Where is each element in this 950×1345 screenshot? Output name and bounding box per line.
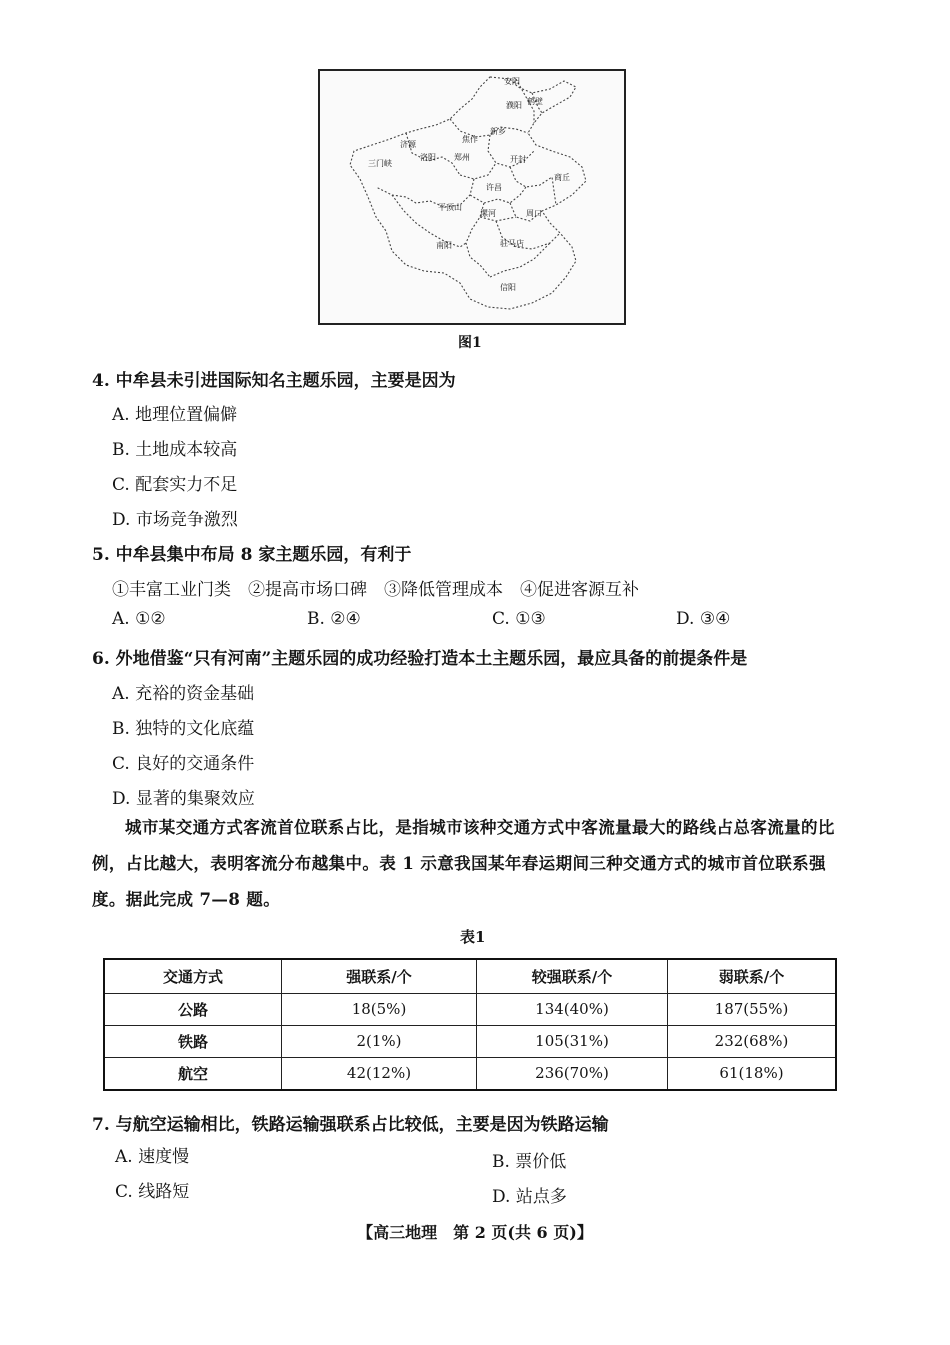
page-footer: 【高三地理 第 2 页(共 6 页)】 bbox=[357, 1223, 593, 1242]
city-label: 郑州 bbox=[454, 153, 470, 162]
city-label: 商丘 bbox=[554, 173, 570, 182]
header-fairly-strong: 较强联系/个 bbox=[477, 959, 668, 994]
cell-fairly-strong: 134(40%) bbox=[477, 994, 668, 1026]
question-5-option-b[interactable]: B. ②④ bbox=[307, 609, 361, 629]
question-5-stem: 5. 中牟县集中布局 8 家主题乐园，有利于 bbox=[92, 545, 412, 565]
table-1 bbox=[103, 958, 837, 1091]
map-figure bbox=[318, 69, 626, 325]
header-weak: 弱联系/个 bbox=[668, 959, 837, 994]
cell-strong: 18(5%) bbox=[282, 994, 477, 1026]
city-label: 三门峡 bbox=[368, 159, 392, 168]
figure-caption: 图1 bbox=[458, 335, 482, 351]
question-7-option-d[interactable]: D. 站点多 bbox=[492, 1187, 567, 1207]
passage-paragraph: 城市某交通方式客流首位联系占比，是指城市该种交通方式中客流量最大的路线占总客流量的比例，占比越大，表明客流分布越集中。表 1 示意我国某年春运期间三种交通方式的城市首位联系强度。据此完成 7—8 题。 bbox=[92, 818, 835, 909]
question-4-option-d[interactable]: D. 市场竞争激烈 bbox=[112, 510, 238, 530]
table-row bbox=[104, 994, 836, 1026]
city-label: 周口 bbox=[526, 209, 542, 218]
cell-weak: 187(55%) bbox=[668, 994, 837, 1026]
city-label: 濮阳 bbox=[506, 101, 522, 110]
question-6-option-a[interactable]: A. 充裕的资金基础 bbox=[112, 684, 255, 704]
table-header-row bbox=[104, 959, 836, 994]
question-5-option-a[interactable]: A. ①② bbox=[112, 609, 166, 629]
henan-map-outline bbox=[320, 71, 624, 323]
question-5-statements: ①丰富工业门类 ②提高市场口碑 ③降低管理成本 ④促进客源互补 bbox=[112, 580, 639, 600]
question-4-stem: 4. 中牟县未引进国际知名主题乐园，主要是因为 bbox=[92, 371, 456, 391]
cell-fairly-strong: 236(70%) bbox=[477, 1057, 668, 1090]
cell-fairly-strong: 105(31%) bbox=[477, 1025, 668, 1057]
question-4-option-c[interactable]: C. 配套实力不足 bbox=[112, 475, 238, 495]
city-label: 焦作 bbox=[462, 135, 478, 144]
table-row bbox=[104, 1025, 836, 1057]
city-label: 安阳 bbox=[504, 77, 520, 86]
city-label: 驻马店 bbox=[500, 239, 524, 248]
cell-mode: 公路 bbox=[104, 994, 282, 1026]
question-7-stem: 7. 与航空运输相比，铁路运输强联系占比较低，主要是因为铁路运输 bbox=[92, 1115, 609, 1135]
cell-strong: 2(1%) bbox=[282, 1025, 477, 1057]
city-label: 漯河 bbox=[480, 209, 496, 218]
question-6-option-d[interactable]: D. 显著的集聚效应 bbox=[112, 789, 255, 809]
cell-weak: 232(68%) bbox=[668, 1025, 837, 1057]
city-label: 洛阳 bbox=[420, 153, 436, 162]
cell-strong: 42(12%) bbox=[282, 1057, 477, 1090]
city-label: 鹤壁 bbox=[527, 97, 543, 106]
question-6-stem: 6. 外地借鉴“只有河南”主题乐园的成功经验打造本土主题乐园，最应具备的前提条件是 bbox=[92, 649, 748, 669]
city-label: 新乡 bbox=[490, 127, 506, 136]
cell-weak: 61(18%) bbox=[668, 1057, 837, 1090]
question-5-option-d[interactable]: D. ③④ bbox=[676, 609, 731, 629]
city-label: 济源 bbox=[400, 140, 416, 149]
question-6-option-b[interactable]: B. 独特的文化底蕴 bbox=[112, 719, 255, 739]
header-strong: 强联系/个 bbox=[282, 959, 477, 994]
city-label: 南阳 bbox=[436, 241, 452, 250]
city-label: 许昌 bbox=[486, 183, 502, 192]
cell-mode: 航空 bbox=[104, 1057, 282, 1090]
table-row bbox=[104, 1057, 836, 1090]
city-label: 平顶山 bbox=[438, 203, 462, 212]
header-mode: 交通方式 bbox=[104, 959, 282, 994]
city-label: 开封 bbox=[510, 155, 526, 164]
question-4-option-a[interactable]: A. 地理位置偏僻 bbox=[112, 405, 238, 425]
question-7-option-b[interactable]: B. 票价低 bbox=[492, 1152, 567, 1172]
question-7-option-a[interactable]: A. 速度慢 bbox=[115, 1147, 190, 1167]
table-caption: 表1 bbox=[460, 928, 486, 946]
city-label: 信阳 bbox=[500, 283, 516, 292]
question-4-option-b[interactable]: B. 土地成本较高 bbox=[112, 440, 238, 460]
question-5-option-c[interactable]: C. ①③ bbox=[492, 609, 546, 629]
question-6-option-c[interactable]: C. 良好的交通条件 bbox=[112, 754, 255, 774]
question-7-option-c[interactable]: C. 线路短 bbox=[115, 1182, 190, 1202]
cell-mode: 铁路 bbox=[104, 1025, 282, 1057]
